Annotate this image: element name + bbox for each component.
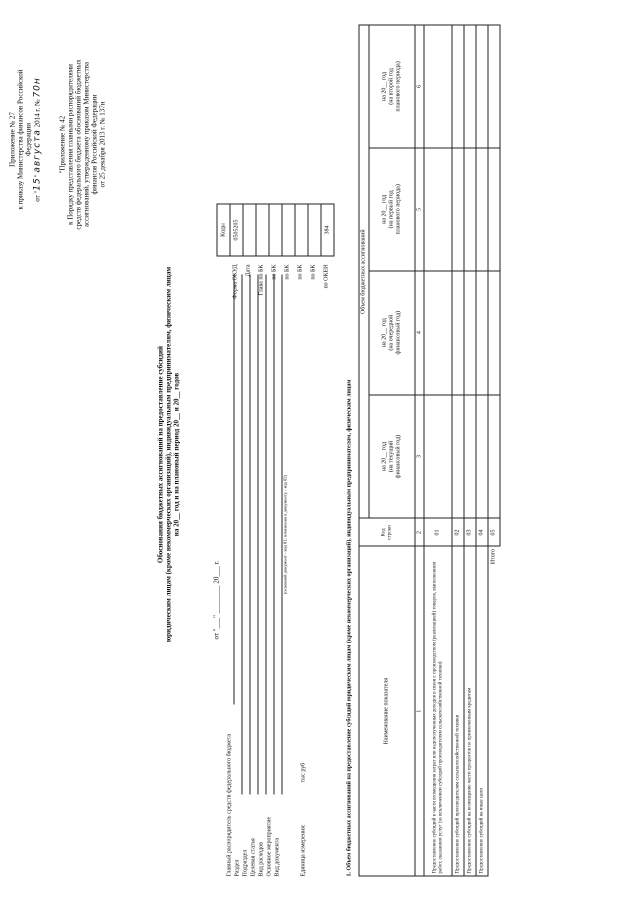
header-indicator-name: Наименование показателя <box>359 546 415 876</box>
row-name: Предоставление субсидий на возмещение части процентов по привлеченным кредитам <box>464 546 476 876</box>
document-title <box>157 45 181 865</box>
title-line1: Обоснования бюджетных ассигнований на предоставление субсидий <box>156 345 165 564</box>
bk-label-3: по БК <box>297 264 304 280</box>
row-name: Предоставление субсидий на иные цели <box>476 546 488 876</box>
cell-empty <box>476 395 488 519</box>
doc-type-label: Вид документа <box>274 837 281 877</box>
column-number: 4 <box>415 271 424 395</box>
handwritten-number: 70н <box>32 77 43 98</box>
section1-heading: 1. Объем бюджетных ассигнований на предоставление субсидий юридическим лицам (кроме некоммерческих организаций), индивидуальным предпринимателям, физическим лицам <box>346 379 353 877</box>
cell-empty <box>452 395 464 519</box>
table-row <box>476 25 488 876</box>
appendix-line3: Федерации <box>24 122 33 157</box>
cell-empty <box>464 148 476 271</box>
table-row <box>452 25 464 876</box>
appendix-order-date: от "15" августа 2014 г. № 70н <box>32 77 43 202</box>
cell-empty <box>464 25 476 148</box>
cell-empty <box>452 148 464 271</box>
total-code: 05 <box>488 518 500 546</box>
cell-empty <box>488 25 500 148</box>
appendix-header <box>9 35 42 245</box>
annex42-line1: "Приложение № 42 <box>58 115 67 174</box>
main-event-label: Основное мероприятие <box>266 816 273 877</box>
bk-label-4: по БК <box>310 264 317 280</box>
annex42-line6: от 25 декабря 2013 г. № 137н <box>98 101 107 188</box>
okud-label: Форма ОКУД <box>232 264 239 300</box>
row-code: 03 <box>464 518 476 546</box>
header-year-plan1: на 20__ год (на первый год планового периода) <box>369 148 415 271</box>
distributor-label: Главный распорядитель средств федерального бюджета <box>226 734 233 877</box>
cell-empty <box>424 395 452 519</box>
subsection-line <box>250 275 251 795</box>
row-name: Предоставление субсидий производителям сельскохозяйственной техники <box>452 546 464 876</box>
section-label: Раздел <box>234 859 241 877</box>
date-value <box>243 204 256 256</box>
cell-empty <box>476 271 488 395</box>
appendix-line1: Приложение № 27 <box>8 112 17 167</box>
handwritten-day: 15 <box>32 177 43 191</box>
annex42-header <box>59 25 107 265</box>
cell-empty <box>424 25 452 148</box>
title-line3: на 20__ год и на плановый период 20__ и 20__ годов <box>172 372 181 537</box>
title-line2: юридическим лицам (кроме некоммерческих организаций), индивидуальным предпринимателям, физическим лицам <box>164 266 173 643</box>
document-date-line: от "___" ________ 20___ г. <box>212 560 221 640</box>
column-number: 6 <box>415 25 424 148</box>
table-row <box>424 25 452 876</box>
okei-value: 384 <box>321 204 334 256</box>
cell-empty <box>424 271 452 395</box>
row-name: Предоставление субсидий в части возмещения затрат или недополученных доходов в связи с производством (реализацией) товаров, выполнением работ, оказанием услуг (за исключением субсидий производителям сельскохозяйственной техники) <box>424 546 452 876</box>
cell-empty <box>452 271 464 395</box>
column-numbers-row <box>415 25 424 876</box>
cell-empty <box>476 25 488 148</box>
main-event-line <box>274 275 275 795</box>
cell-empty <box>464 271 476 395</box>
bk-value-3 <box>295 204 308 256</box>
column-number: 2 <box>415 518 424 546</box>
bk-label-2: по БК <box>284 264 291 280</box>
bk-label-1: по БК <box>271 264 278 280</box>
cell-empty <box>476 148 488 271</box>
header-year-plan2: на 20__ год (на второй год планового периода) <box>369 25 415 148</box>
okei-label: по ОКЕИ <box>323 264 330 289</box>
cell-empty <box>488 271 500 395</box>
okud-value: 0505205 <box>230 204 243 256</box>
annex42-line4: ассигнований, утвержденному приказом Министерства <box>82 61 91 228</box>
subsidies-table <box>359 25 501 877</box>
bk-value-2 <box>282 204 295 256</box>
cell-empty <box>488 395 500 519</box>
annex42-line5: финансов Российской Федерации <box>90 94 99 195</box>
row-code: 02 <box>452 518 464 546</box>
cell-empty <box>464 395 476 519</box>
cell-empty <box>424 148 452 271</box>
codes-header: Коды <box>217 204 230 256</box>
bk-value-4 <box>308 204 321 256</box>
target-article-line <box>258 275 259 795</box>
header-volume: Объем бюджетных ассигнований <box>359 25 369 518</box>
header-year-current: на 20__ год (на текущий финансовый год) <box>369 395 415 519</box>
appendix-line2: к приказу Министерства финансов Российской <box>16 69 25 210</box>
header-year-next: на 20__ год (на очередной финансовый год) <box>369 271 415 395</box>
total-row <box>488 25 500 876</box>
document-page <box>1 0 640 905</box>
table-row <box>464 25 476 876</box>
annex42-line2: к Порядку представления главными распорядителями <box>66 64 75 225</box>
column-number: 5 <box>415 148 424 271</box>
column-number: 1 <box>415 546 424 876</box>
codes-table <box>217 204 335 257</box>
bk-value-1 <box>269 204 282 256</box>
column-number: 3 <box>415 395 424 519</box>
cell-empty <box>488 148 500 271</box>
cell-empty <box>452 25 464 148</box>
subsection-label: Подраздел <box>242 849 249 877</box>
doc-type-note: (основной документ - код 01; изменения к документу - код 02) <box>282 474 288 595</box>
target-article-label: Целевая статья <box>250 838 257 877</box>
handwritten-month: августа <box>32 129 43 173</box>
date-label: Дата <box>245 264 252 277</box>
annex42-line3: средств федерального бюджета обоснований бюджетных <box>74 59 83 230</box>
row-code: 04 <box>476 518 488 546</box>
section-line <box>242 275 243 795</box>
header-row-code: Код строки <box>359 518 415 546</box>
unit-label: Единица измерения: <box>300 824 307 877</box>
unit-value: тыс руб <box>300 762 307 783</box>
expense-type-line <box>266 275 267 795</box>
expense-type-label: Вид расходов <box>258 842 265 877</box>
total-label: Итого <box>488 546 500 876</box>
row-code: 01 <box>424 518 452 546</box>
glava-value <box>256 204 269 256</box>
glava-label: Глава по БК <box>258 264 265 296</box>
